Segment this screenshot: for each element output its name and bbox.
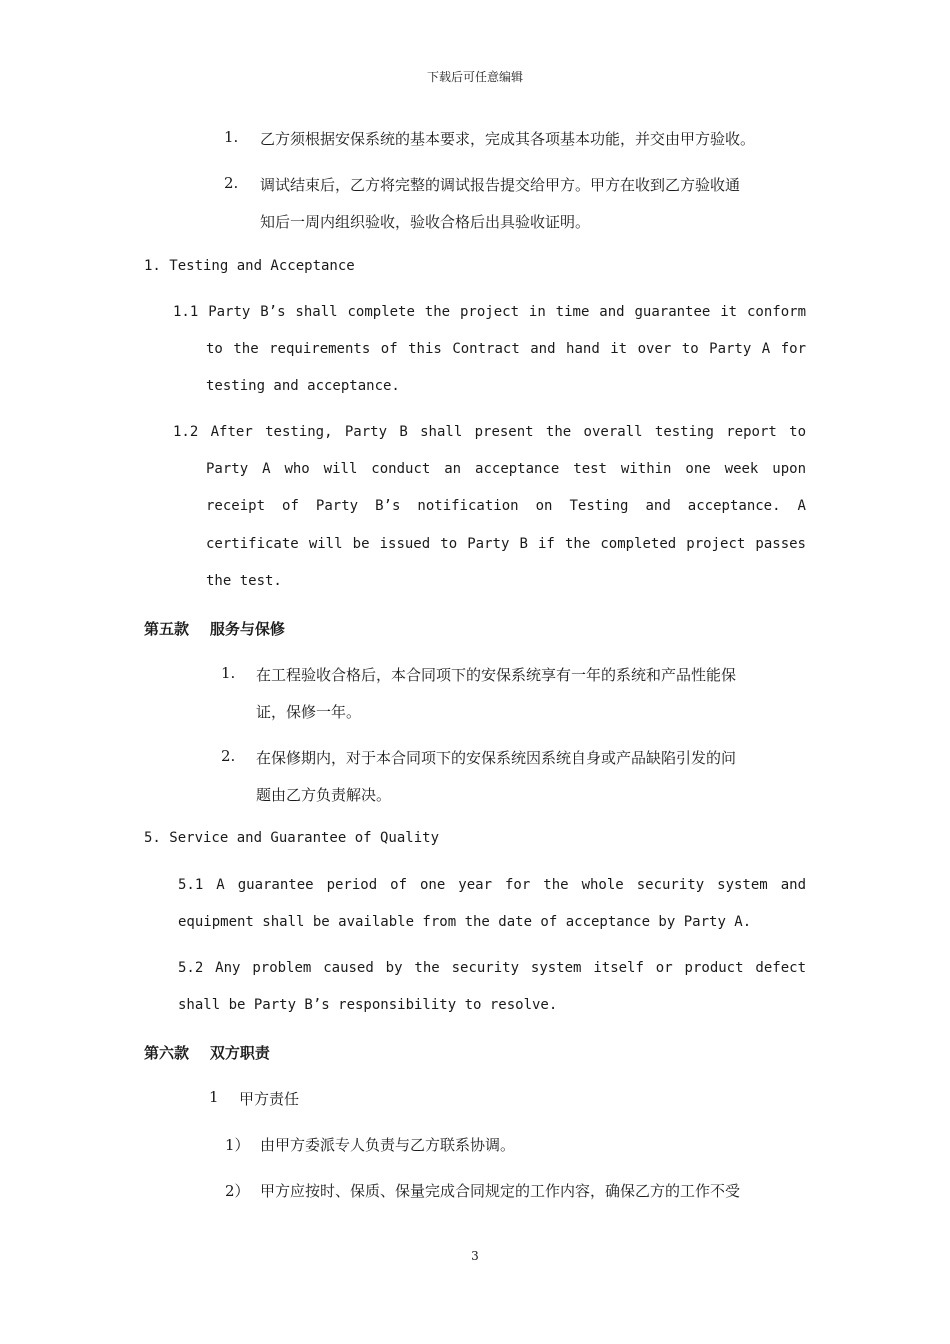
subsection-number: 1 (209, 1088, 219, 1106)
list-item: 在保修期内，对于本合同项下的安保系统因系统自身或产品缺陷引发的问 (256, 749, 737, 767)
list-item-continuation: 题由乙方负责解决。 (256, 786, 392, 804)
list-item: 在工程验收合格后，本合同项下的安保系统享有一年的系统和产品性能保 (256, 666, 737, 684)
list-number: 2） (225, 1182, 250, 1200)
paragraph-line: shall be Party B’s responsibility to resolve. (178, 997, 558, 1013)
paragraph-line: receipt of Party B’s notification on Testing and acceptance. A (206, 498, 806, 514)
paragraph-line: certificate will be issued to Party B if the completed project passes (206, 536, 806, 552)
section-heading: 第六款 双方职责 (144, 1044, 270, 1062)
list-number: 2. (224, 174, 239, 192)
page-number: 3 (471, 1249, 479, 1263)
subsection-title: 甲方责任 (239, 1090, 300, 1108)
paragraph-line: 1.1 Party B’s shall complete the project in time and guarantee it conform (173, 304, 806, 320)
paragraph-line: 5.1 A guarantee period of one year for the whole security system and (178, 877, 806, 893)
section-heading: 第五款 服务与保修 (144, 620, 285, 638)
paragraph-line: testing and acceptance. (206, 378, 400, 394)
list-number: 2. (221, 747, 236, 765)
list-item: 甲方应按时、保质、保量完成合同规定的工作内容，确保乙方的工作不受 (260, 1182, 741, 1200)
paragraph-line: the test. (206, 573, 282, 589)
list-item: 调试结束后，乙方将完整的调试报告提交给甲方。甲方在收到乙方验收通 (260, 176, 741, 194)
paragraph-line: 5.2 Any problem caused by the security system itself or product defect (178, 960, 806, 976)
list-number: 1. (221, 664, 236, 682)
section-title: 1. Testing and Acceptance (144, 258, 355, 274)
section-title: 5. Service and Guarantee of Quality (144, 830, 440, 846)
list-number: 1. (224, 128, 239, 146)
paragraph-line: Party A who will conduct an acceptance test within one week upon (206, 461, 806, 477)
paragraph-line: equipment shall be available from the date of acceptance by Party A. (178, 914, 752, 930)
paragraph-line: 1.2 After testing, Party B shall present the overall testing report to (173, 424, 806, 440)
list-number: 1） (225, 1136, 250, 1154)
list-item-continuation: 知后一周内组织验收，验收合格后出具验收证明。 (260, 213, 591, 231)
paragraph-line: to the requirements of this Contract and hand it over to Party A for (206, 341, 806, 357)
list-item: 乙方须根据安保系统的基本要求，完成其各项基本功能，并交由甲方验收。 (260, 130, 756, 148)
page-header: 下载后可任意编辑 (426, 70, 523, 84)
list-item-continuation: 证，保修一年。 (256, 703, 362, 721)
list-item: 由甲方委派专人负责与乙方联系协调。 (260, 1136, 516, 1154)
